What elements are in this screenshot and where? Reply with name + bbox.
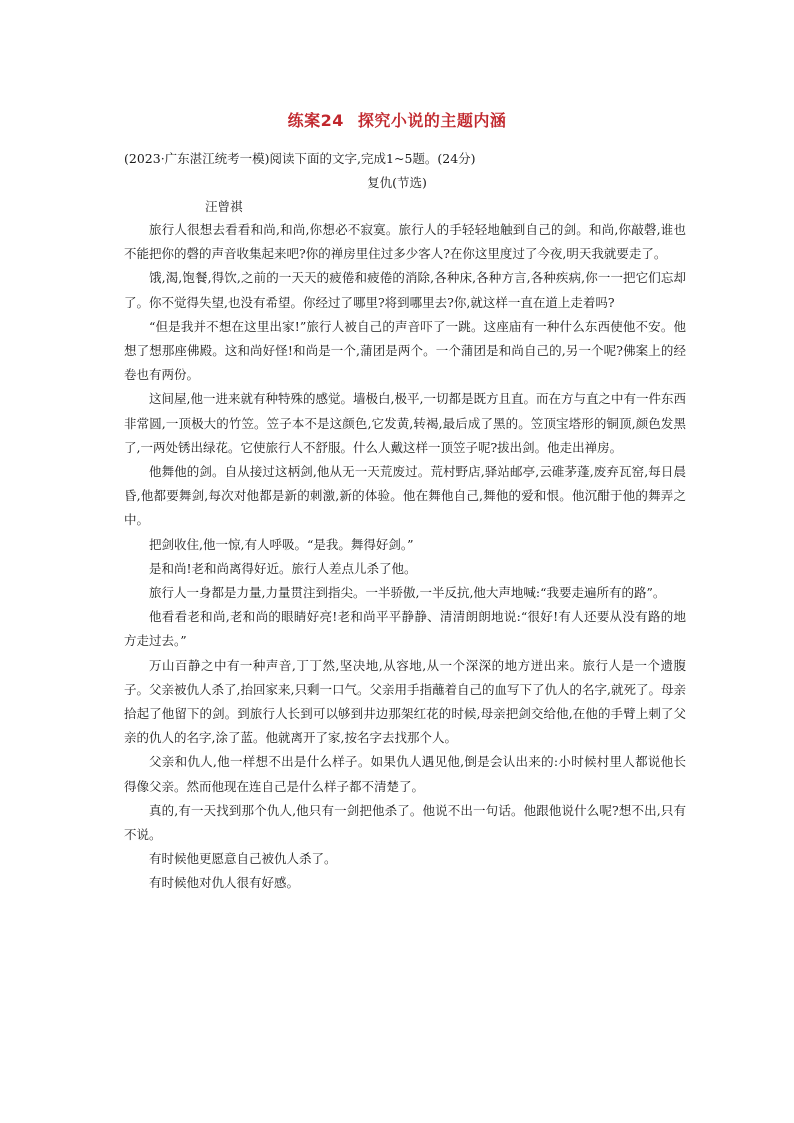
paragraph: 他舞他的剑。自从接过这柄剑,他从无一天荒废过。荒村野店,驿站邮亭,云碓茅蓬,废弃瓦窑,每日晨昏,他都要舞剑,每次对他都是新的刺激,新的体验。他在舞他自己,舞他的爱和恨。他沉酣于他的舞弄之中。: [124, 464, 686, 528]
paragraph: 有时候他对仇人很有好感。: [149, 875, 300, 891]
page-title: [0, 108, 794, 131]
paragraph: 这间屋,他一进来就有种特殊的感觉。墙极白,极平,一切都是既方且直。而在方与直之中有一件东西非常圆,一顶极大的竹笠。笠子本不是这颜色,它发黄,转褐,最后成了黑的。笠顶宝塔形的铜顶,颜色发黑了,一两处锈出绿花。它使旅行人不舒服。什么人戴这样一顶笠子呢?拔出剑。他走出禅房。: [124, 391, 686, 455]
paragraph: 是和尚!老和尚离得好近。旅行人差点儿杀了他。: [149, 560, 417, 576]
paragraph: 旅行人一身都是力量,力量贯注到指尖。一半骄傲,一半反抗,他大声地喊:“我要走遍所有的路”。: [149, 585, 666, 601]
story-title: 复仇(节选): [367, 175, 427, 190]
paragraph: 把剑收住,他一惊,有人呼吸。“是我。舞得好剑。”: [149, 536, 414, 552]
paragraph: 真的,有一天找到那个仇人,他只有一剑把他杀了。他说不出一句话。他跟他说什么呢?想不出,只有不说。: [124, 802, 686, 843]
paragraph: 他看看老和尚,老和尚的眼睛好亮!老和尚平平静静、清清朗朗地说:“很好!有人还要从没有路的地方走过去。”: [124, 609, 686, 649]
story-author: 汪曾祺: [205, 199, 243, 214]
paragraph: “但是我并不想在这里出家!”旅行人被自己的声音吓了一跳。这座庙有一种什么东西使他不安。他想了想那座佛殿。这和尚好怪!和尚是一个,蒲团是两个。一个蒲团是和尚自己的,另一个呢?佛案上的经卷也有两份。: [124, 318, 686, 383]
story-body: [124, 218, 686, 896]
paragraph: 饿,渴,饱餐,得饮,之前的一天天的疲倦和疲倦的消除,各种床,各种方言,各种疾病,你一一把它们忘却了。你不觉得失望,也没有希望。你经过了哪里?将到哪里去?你,就这样一直在道上走着吗?: [124, 270, 686, 310]
paragraph: 万山百静之中有一种声音,丁丁然,坚决地,从容地,从一个深深的地方迸出来。旅行人是一个遗腹子。父亲被仇人杀了,抬回家来,只剩一口气。父亲用手指蘸着自己的血写下了仇人的名字,就死了。母亲拾起了他留下的剑。到旅行人长到可以够到井边那架红花的时候,母亲把剑交给他,在他的手臂上刺了父亲的仇人的名字,涂了蓝。他就离开了家,按名字去找那个人。: [124, 657, 686, 746]
paragraph: 父亲和仇人,他一样想不出是什么样子。如果仇人遇见他,倒是会认出来的:小时候村里人都说他长得像父亲。然而他现在连自己是什么样子都不清楚了。: [124, 754, 686, 794]
exercise-topic: 探究小说的主题内涵: [357, 111, 507, 130]
exercise-number: 练案24: [287, 111, 344, 130]
paragraph: 旅行人很想去看看和尚,和尚,你想必不寂寞。旅行人的手轻轻地触到自己的剑。和尚,你敲磬,谁也不能把你的磬的声音收集起来吧?你的禅房里住过多少客人?在你这里度过了今夜,明天我就要走了。: [124, 222, 686, 262]
question-source-line: (2023·广东湛江统考一模)阅读下面的文字,完成1~5题。(24分): [124, 151, 476, 166]
paragraph: 有时候他更愿意自己被仇人杀了。: [149, 851, 337, 867]
